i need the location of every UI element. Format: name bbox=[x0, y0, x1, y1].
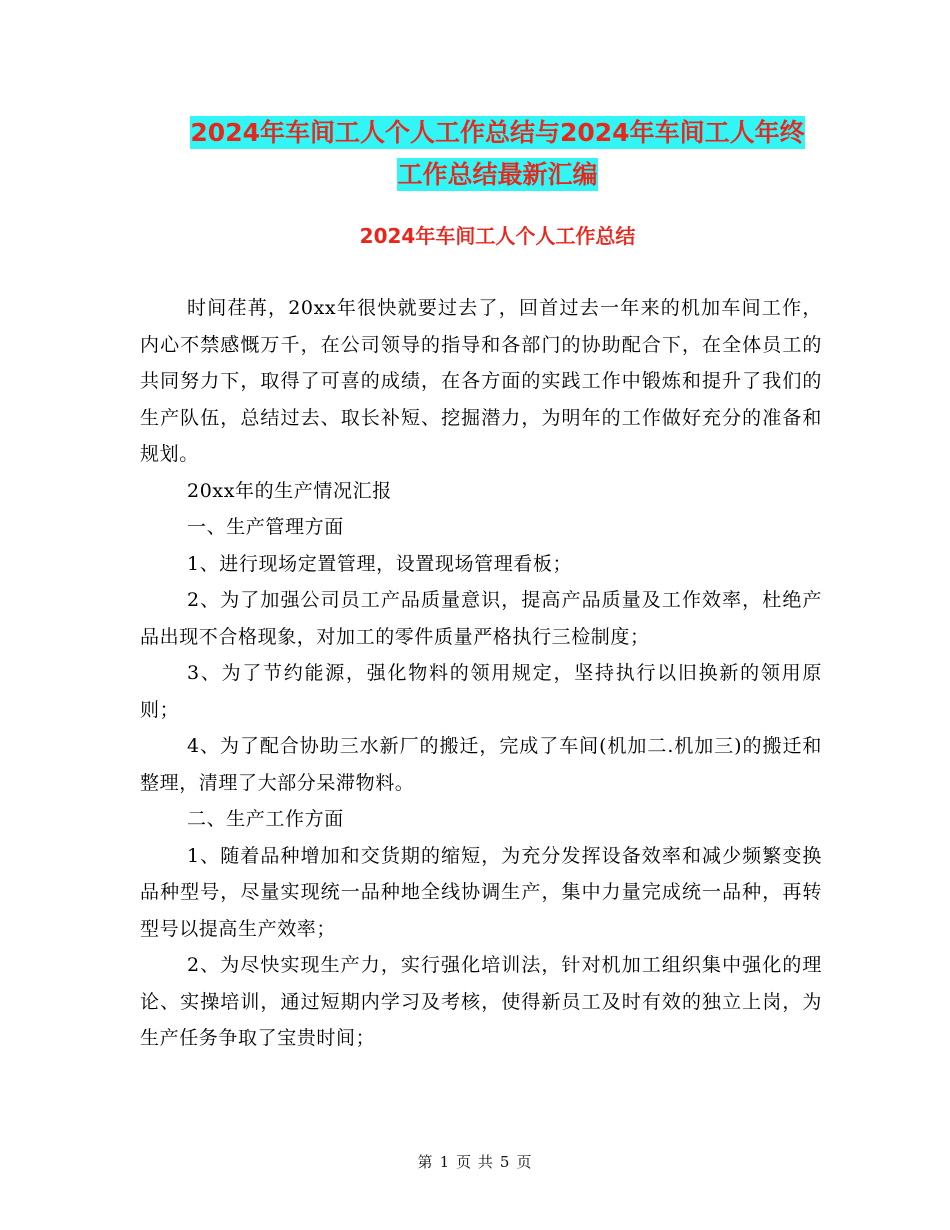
page-footer bbox=[0, 1150, 950, 1174]
paragraph-heading-management: 一、生产管理方面 bbox=[187, 516, 344, 538]
paragraph-item: 4、为了配合协助三水新厂的搬迁，完成了车间(机加二.机加三)的搬迁和整理，清理了大部分呆滞物料。 bbox=[140, 735, 822, 794]
title-line-1: 2024年车间工人个人工作总结与2024年车间工人年终 bbox=[190, 118, 805, 147]
document-body bbox=[140, 290, 822, 1057]
title-line-2: 工作总结最新汇编 bbox=[397, 160, 598, 189]
footer-middle: 页 共 bbox=[456, 1153, 494, 1171]
paragraph-item: 2、为尽快实现生产力，实行强化培训法，针对机加工组织集中强化的理论、实操培训，通过短期内学习及考核，使得新员工及时有效的独立上岗，为生产任务争取了宝贵时间； bbox=[140, 954, 822, 1049]
paragraph-item: 3、为了节约能源，强化物料的领用规定，坚持执行以旧换新的领用原则； bbox=[140, 662, 822, 721]
footer-page-number: 1 bbox=[439, 1153, 451, 1171]
section-title: 2024年车间工人个人工作总结 bbox=[359, 224, 636, 248]
paragraph-item: 1、随着品种增加和交货期的缩短，为充分发挥设备效率和减少频繁变换品种型号，尽量实现统一品种地全线协调生产，集中力量完成统一品种，再转型号以提高生产效率； bbox=[140, 844, 822, 940]
paragraph-report-heading: 20xx年的生产情况汇报 bbox=[187, 479, 392, 502]
footer-prefix: 第 bbox=[417, 1153, 434, 1171]
paragraph-intro: 时间荏苒，20xx年很快就要过去了，回首过去一年来的机加车间工作，内心不禁感慨万千，在公司领导的指导和各部门的协助配合下，在全体员工的共同努力下，取得了可喜的成绩，在各方面的实践工作中锻炼和提升了我们的生产队伍，总结过去、取长补短、挖掘潜力，为明年的工作做好充分的准备和规划。 bbox=[140, 297, 822, 465]
paragraph-heading-production: 二、生产工作方面 bbox=[187, 808, 344, 830]
paragraph-item: 1、进行现场定置管理，设置现场管理看板； bbox=[187, 552, 573, 575]
document-title bbox=[140, 112, 855, 196]
footer-suffix: 页 bbox=[516, 1153, 533, 1171]
paragraph-item: 2、为了加强公司员工产品质量意识，提高产品质量及工作效率，杜绝产品出现不合格现象，对加工的零件质量严格执行三检制度； bbox=[140, 589, 822, 648]
footer-total-pages: 5 bbox=[499, 1153, 511, 1171]
